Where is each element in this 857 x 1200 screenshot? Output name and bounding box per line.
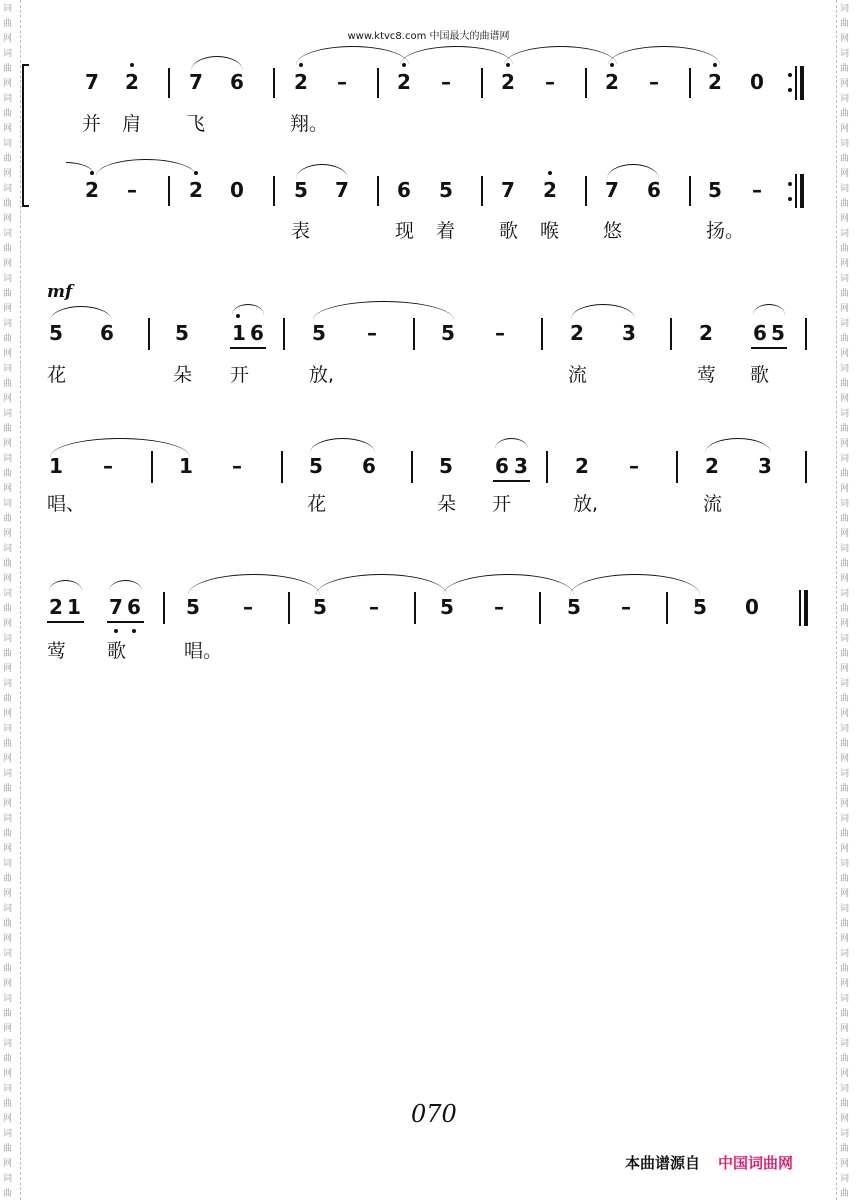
watermark-char: 词	[840, 139, 850, 149]
watermark-char: 网	[840, 349, 850, 359]
watermark-char: 词	[840, 4, 850, 14]
watermark-char: 网	[3, 1114, 13, 1124]
watermark-char: 曲	[840, 64, 850, 74]
tie	[316, 574, 447, 595]
lyric: 唱。	[184, 640, 223, 662]
watermark-char: 曲	[3, 1054, 13, 1064]
watermark-char: 曲	[3, 784, 13, 794]
note: 2	[294, 70, 308, 94]
watermark-char: 曲	[3, 109, 13, 119]
dash: –	[495, 321, 505, 345]
note: 7	[605, 178, 619, 202]
page-number: 070	[411, 1100, 457, 1128]
dash: –	[127, 178, 137, 202]
note: 6	[495, 454, 509, 478]
watermark-char: 网	[3, 1069, 13, 1079]
lyric: 翔。	[290, 113, 329, 135]
watermark-char: 词	[3, 589, 13, 599]
watermark-char: 网	[840, 259, 850, 269]
dash: –	[441, 70, 451, 94]
watermark-char: 网	[3, 169, 13, 179]
watermark-char: 网	[3, 214, 13, 224]
lyric: 喉	[540, 220, 560, 242]
watermark-char: 词	[3, 454, 13, 464]
barline	[288, 592, 290, 624]
watermark-char: 网	[3, 709, 13, 719]
lyric: 开	[492, 493, 512, 515]
watermark-char: 曲	[840, 424, 850, 434]
lyric: 并	[82, 113, 102, 135]
note: 7	[501, 178, 515, 202]
note: 5	[441, 321, 455, 345]
watermark-char: 网	[840, 169, 850, 179]
slur	[109, 580, 142, 591]
watermark-char: 曲	[840, 919, 850, 929]
site-header: www.ktvc8.com 中国最大的曲谱网	[347, 31, 510, 42]
note: 2	[570, 321, 584, 345]
watermark-char: 网	[3, 349, 13, 359]
watermark-char: 网	[840, 934, 850, 944]
watermark-char: 曲	[840, 964, 850, 974]
note: 6	[230, 70, 244, 94]
barline	[799, 590, 801, 626]
watermark-char: 网	[3, 934, 13, 944]
watermark-char: 网	[840, 1159, 850, 1169]
watermark-char: 曲	[3, 289, 13, 299]
watermark-char: 词	[840, 589, 850, 599]
note: 5	[294, 178, 308, 202]
watermark-char: 曲	[840, 829, 850, 839]
watermark-char: 词	[3, 814, 13, 824]
lyric: 莺	[697, 364, 717, 386]
watermark-char: 网	[3, 1159, 13, 1169]
note: 5	[439, 454, 453, 478]
watermark-char: 词	[840, 49, 850, 59]
watermark-char: 曲	[840, 874, 850, 884]
watermark-char: 词	[840, 409, 850, 419]
watermark-char: 网	[3, 844, 13, 854]
watermark-char: 曲	[3, 154, 13, 164]
watermark-char: 词	[3, 724, 13, 734]
note: 2	[699, 321, 713, 345]
note: 0	[745, 595, 759, 619]
note: 7	[109, 595, 123, 619]
watermark-char: 网	[3, 1024, 13, 1034]
tie	[570, 574, 700, 595]
watermark-char: 曲	[840, 649, 850, 659]
watermark-char: 曲	[3, 514, 13, 524]
note: 2	[397, 70, 411, 94]
note: 7	[335, 178, 349, 202]
lyric: 表	[291, 220, 311, 242]
note: 7	[85, 70, 99, 94]
watermark-char: 网	[840, 124, 850, 134]
watermark-char: 网	[840, 394, 850, 404]
watermark-char: 曲	[3, 64, 13, 74]
note: 1	[67, 595, 81, 619]
watermark-char: 网	[840, 844, 850, 854]
watermark-char: 曲	[840, 604, 850, 614]
watermark-char: 网	[840, 709, 850, 719]
dash: –	[103, 454, 113, 478]
watermark-char: 词	[840, 499, 850, 509]
watermark-char: 网	[3, 79, 13, 89]
note: 2	[125, 70, 139, 94]
watermark-char: 曲	[840, 739, 850, 749]
watermark-char: 词	[3, 499, 13, 509]
watermark-char: 网	[3, 799, 13, 809]
lyric: 流	[703, 493, 723, 515]
watermark-char: 词	[3, 1174, 13, 1184]
watermark-char: 网	[3, 664, 13, 674]
watermark-char: 词	[840, 904, 850, 914]
note: 5	[440, 595, 454, 619]
watermark-char: 词	[840, 319, 850, 329]
watermark-char: 网	[840, 799, 850, 809]
watermark-char: 曲	[840, 559, 850, 569]
watermark-char: 曲	[3, 1189, 13, 1199]
watermark-char: 词	[3, 274, 13, 284]
watermark-char: 曲	[3, 559, 13, 569]
note: 3	[514, 454, 528, 478]
lyric: 莺	[47, 640, 67, 662]
watermark-char: 网	[3, 754, 13, 764]
note: 5	[439, 178, 453, 202]
note: 5	[175, 321, 189, 345]
watermark-char: 词	[840, 364, 850, 374]
watermark-char: 曲	[840, 514, 850, 524]
watermark-char: 曲	[840, 1054, 850, 1064]
slur	[49, 580, 82, 591]
lyric: 放,	[573, 493, 599, 515]
watermark-char: 曲	[840, 289, 850, 299]
watermark-char: 曲	[840, 1189, 850, 1199]
watermark-char: 网	[840, 664, 850, 674]
watermark-char: 曲	[840, 244, 850, 254]
watermark-char: 曲	[840, 784, 850, 794]
watermark-char: 词	[3, 634, 13, 644]
tie	[188, 574, 320, 595]
note: 6	[647, 178, 661, 202]
dash: –	[649, 70, 659, 94]
final-barline	[804, 590, 808, 626]
low-octave-dot	[114, 629, 118, 633]
watermark-char: 曲	[3, 19, 13, 29]
watermark-char: 曲	[840, 1009, 850, 1019]
watermark-char: 词	[3, 994, 13, 1004]
dash: –	[494, 595, 504, 619]
lyric: 朵	[437, 493, 457, 515]
watermark-char: 词	[840, 1039, 850, 1049]
note: 5	[708, 178, 722, 202]
note: 6	[362, 454, 376, 478]
watermark-char: 曲	[840, 694, 850, 704]
source-footer	[625, 1152, 793, 1173]
watermark-char: 曲	[840, 199, 850, 209]
watermark-char: 词	[840, 544, 850, 554]
lyric: 飞	[186, 113, 206, 135]
note: 2	[543, 178, 557, 202]
low-octave-dot	[132, 629, 136, 633]
watermark-char: 网	[3, 619, 13, 629]
watermark-char: 曲	[3, 694, 13, 704]
watermark-char: 网	[840, 79, 850, 89]
watermark-char: 词	[840, 769, 850, 779]
watermark-char: 网	[840, 34, 850, 44]
note: 7	[189, 70, 203, 94]
watermark-char: 词	[840, 724, 850, 734]
watermark-char: 词	[840, 1174, 850, 1184]
watermark-char: 词	[3, 544, 13, 554]
watermark-char: 曲	[3, 1009, 13, 1019]
watermark-char: 曲	[3, 874, 13, 884]
note: 5	[186, 595, 200, 619]
note: 6	[250, 321, 264, 345]
watermark-char: 词	[840, 1084, 850, 1094]
note: 6	[127, 595, 141, 619]
watermark-char: 词	[3, 409, 13, 419]
watermark-char: 网	[840, 214, 850, 224]
watermark-char: 曲	[840, 19, 850, 29]
note: 3	[622, 321, 636, 345]
note: 6	[753, 321, 767, 345]
watermark-char: 网	[3, 304, 13, 314]
note: 5	[312, 321, 326, 345]
watermark-char: 网	[3, 529, 13, 539]
watermark-char: 词	[840, 454, 850, 464]
watermark-char: 词	[840, 1129, 850, 1139]
watermark-char: 词	[840, 814, 850, 824]
watermark-char: 曲	[3, 334, 13, 344]
watermark-char: 网	[840, 979, 850, 989]
watermark-char: 曲	[3, 1099, 13, 1109]
watermark-char: 词	[3, 229, 13, 239]
watermark-char: 词	[840, 949, 850, 959]
note: 2	[575, 454, 589, 478]
watermark-char: 网	[3, 124, 13, 134]
watermark-char: 词	[840, 184, 850, 194]
tie	[443, 574, 574, 595]
note: 6	[100, 321, 114, 345]
watermark-char: 曲	[840, 154, 850, 164]
watermark-char: 网	[840, 1069, 850, 1079]
lyric: 悠	[603, 220, 623, 242]
note: 2	[189, 178, 203, 202]
lyric: 朵	[173, 364, 193, 386]
lyric: 放,	[309, 364, 335, 386]
watermark-char: 网	[840, 1024, 850, 1034]
dash: –	[232, 454, 242, 478]
note: 1	[179, 454, 193, 478]
watermark-char: 曲	[3, 604, 13, 614]
watermark-char: 网	[840, 304, 850, 314]
watermark-char: 曲	[840, 379, 850, 389]
dash: –	[367, 321, 377, 345]
watermark-char: 网	[840, 529, 850, 539]
watermark-char: 曲	[3, 424, 13, 434]
watermark-char: 网	[840, 484, 850, 494]
note: 2	[501, 70, 515, 94]
watermark-char: 曲	[3, 739, 13, 749]
watermark-char: 曲	[3, 244, 13, 254]
note: 6	[397, 178, 411, 202]
watermark-char: 曲	[840, 1144, 850, 1154]
watermark-char: 词	[840, 994, 850, 1004]
watermark-char: 词	[3, 769, 13, 779]
watermark-char: 曲	[3, 829, 13, 839]
watermark-char: 曲	[3, 199, 13, 209]
watermark-char: 网	[840, 574, 850, 584]
dash: –	[369, 595, 379, 619]
watermark-char: 网	[3, 439, 13, 449]
watermark-char: 曲	[3, 919, 13, 929]
lyric: 着	[436, 220, 456, 242]
note: 1	[49, 454, 63, 478]
watermark-char: 曲	[840, 1099, 850, 1109]
watermark-char: 曲	[3, 964, 13, 974]
watermark-char: 词	[840, 229, 850, 239]
dash: –	[752, 178, 762, 202]
lyric: 歌	[499, 220, 519, 242]
watermark-char: 词	[840, 94, 850, 104]
watermark-char: 曲	[840, 109, 850, 119]
watermark-char: 词	[3, 949, 13, 959]
note: 0	[750, 70, 764, 94]
lyric: 流	[568, 364, 588, 386]
watermark-char: 曲	[3, 379, 13, 389]
dash: –	[621, 595, 631, 619]
lyric: 现	[395, 220, 415, 242]
watermark-char: 网	[3, 259, 13, 269]
watermark-char: 网	[840, 754, 850, 764]
watermark-char: 网	[3, 979, 13, 989]
watermark-char: 词	[840, 634, 850, 644]
note: 3	[758, 454, 772, 478]
watermark-char: 词	[840, 274, 850, 284]
watermark-char: 词	[3, 4, 13, 14]
watermark-char: 网	[3, 394, 13, 404]
dynamics-mark: mf	[47, 282, 73, 302]
dash: –	[337, 70, 347, 94]
lyric: 扬。	[706, 220, 745, 242]
watermark-char: 网	[840, 439, 850, 449]
dash: –	[243, 595, 253, 619]
underline-beam	[47, 621, 84, 623]
note: 2	[49, 595, 63, 619]
source-brand: 中国词曲网	[718, 1154, 794, 1172]
watermark-char: 网	[3, 34, 13, 44]
lyric: 花	[47, 364, 67, 386]
lyric: 肩	[122, 113, 142, 135]
watermark-char: 网	[840, 1114, 850, 1124]
barline	[666, 592, 668, 624]
dash: –	[629, 454, 639, 478]
note: 2	[85, 178, 99, 202]
underline-beam	[107, 621, 144, 623]
note: 5	[567, 595, 581, 619]
note: 2	[705, 454, 719, 478]
watermark-char: 词	[3, 184, 13, 194]
lyric: 歌	[107, 640, 127, 662]
watermark-char: 词	[3, 859, 13, 869]
lyric: 唱、	[47, 493, 86, 515]
watermark-char: 网	[840, 889, 850, 899]
watermark-char: 词	[3, 49, 13, 59]
watermark-char: 曲	[840, 334, 850, 344]
dash: –	[545, 70, 555, 94]
note: 5	[49, 321, 63, 345]
watermark-char: 词	[3, 1129, 13, 1139]
watermark-char: 曲	[3, 469, 13, 479]
watermark-char: 词	[3, 1084, 13, 1094]
note: 5	[313, 595, 327, 619]
watermark-char: 网	[840, 619, 850, 629]
watermark-char: 词	[3, 319, 13, 329]
lyric: 花	[307, 493, 327, 515]
watermark-char: 词	[3, 904, 13, 914]
watermark-char: 网	[3, 889, 13, 899]
note: 0	[230, 178, 244, 202]
watermark-char: 词	[840, 679, 850, 689]
watermark-char: 词	[3, 679, 13, 689]
note: 5	[771, 321, 785, 345]
source-label: 本曲谱源自	[625, 1154, 701, 1172]
barline	[414, 592, 416, 624]
barline	[539, 592, 541, 624]
watermark-char: 网	[3, 484, 13, 494]
watermark-char: 网	[3, 574, 13, 584]
note: 5	[693, 595, 707, 619]
lyric: 开	[230, 364, 250, 386]
note: 2	[708, 70, 722, 94]
lyric: 歌	[750, 364, 770, 386]
watermark-char: 词	[840, 859, 850, 869]
note: 5	[309, 454, 323, 478]
watermark-char: 曲	[3, 649, 13, 659]
watermark-char: 词	[3, 94, 13, 104]
watermark-char: 曲	[840, 469, 850, 479]
note: 2	[605, 70, 619, 94]
watermark-char: 词	[3, 1039, 13, 1049]
watermark-char: 词	[3, 139, 13, 149]
watermark-char: 词	[3, 364, 13, 374]
note: 1	[232, 321, 246, 345]
barline	[163, 592, 165, 624]
watermark-char: 曲	[3, 1144, 13, 1154]
